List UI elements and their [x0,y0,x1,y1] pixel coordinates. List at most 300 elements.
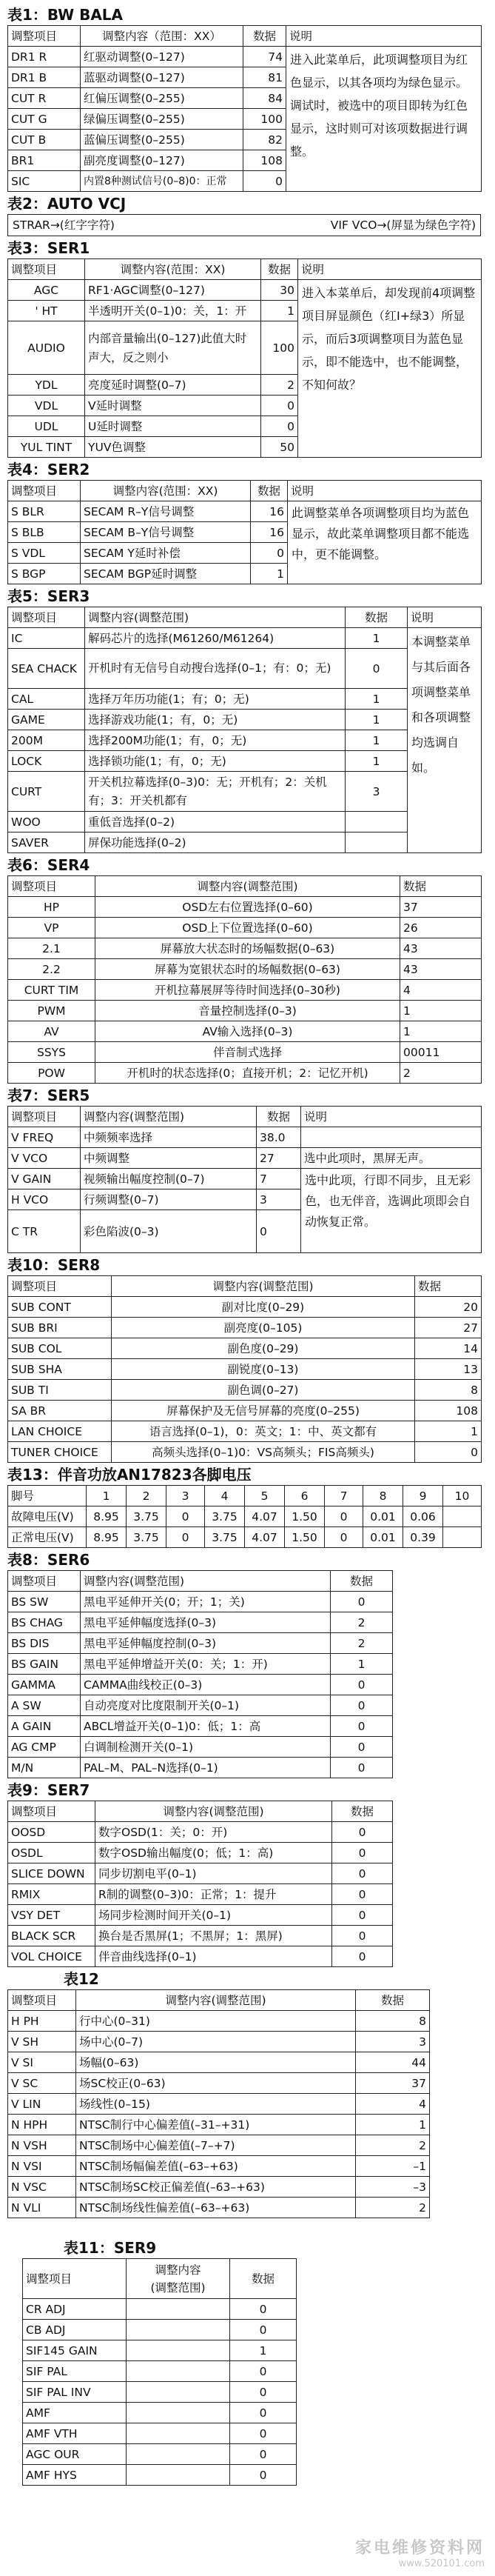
item-cell: SUB BRI [8,1318,112,1338]
voltage-cell: 8.95 [87,1506,127,1527]
value-cell: 16 [251,522,288,543]
value-cell: 0 [230,2465,297,2486]
value-cell: 0 [331,1737,393,1758]
value-cell: 0 [230,2382,297,2403]
value-cell: 1 [415,1421,482,1442]
table-row [8,1822,393,1843]
table-row [8,1127,482,1148]
table-row [8,1297,482,1318]
item-cell: V GAIN [8,1169,81,1189]
value-cell: 0 [332,1926,393,1946]
item-cell: SEA CHACK [8,649,85,689]
table9-header-row [8,1486,482,1506]
content-cell: 场幅(0–63) [76,2052,356,2073]
table-row [8,1042,482,1063]
table12-title: 表12 [64,1970,99,1988]
item-cell: 200M [8,730,85,751]
voltage-cell: 3.75 [127,1527,166,1548]
content-cell: 屏幕放大状态时的场幅数据(0–63) [95,938,400,959]
value-cell: 1 [346,710,408,730]
item-cell: H VCO [8,1189,81,1210]
table-row [8,938,482,959]
voltage-cell: 4.07 [245,1527,285,1548]
item-cell: V SI [8,2052,76,2073]
value-cell: 0 [261,396,298,416]
content-cell: 选择万年历功能(1；有；0；无) [85,689,346,710]
content-cell: 同步切割电平(0–1) [95,1863,332,1884]
item-cell: CURT [8,772,85,812]
value-cell: 0 [332,1863,393,1884]
value-cell: 3 [346,772,408,812]
table11-ser7 [7,1801,393,1967]
value-cell: 44 [356,2052,430,2073]
item-cell: SSYS [8,1042,95,1063]
content-cell: 副色度(0–29) [112,1338,415,1359]
item-cell: V SH [8,2032,76,2052]
content-cell: SECAM R–Y信号调整 [81,501,251,522]
table6-header-cell: 数据 [400,876,482,897]
table5-header-cell: 调整内容(调整范围) [85,607,346,628]
voltage-cell: 4.07 [245,1506,285,1527]
item-cell: SIF PAL INV [23,2382,127,2403]
content-cell: V延时调整 [85,396,261,416]
item-cell: A SW [8,1695,81,1716]
content-cell: ABCL增益开关(0–1)0：低；1：高 [81,1716,331,1737]
content-cell: 场同步检测时间开关(0–1) [95,1905,332,1926]
content-cell: NTSC制场线性偏差值(–63–+63) [76,2198,356,2218]
value-cell: 37 [400,897,482,918]
item-cell: N VLI [8,2198,76,2218]
table-row [8,1843,393,1863]
value-cell: 1 [230,2340,297,2361]
content-cell: 数字OSD输出幅度(0；低；1：高) [95,1843,332,1863]
value-cell: 43 [400,959,482,980]
item-cell: IC [8,628,85,649]
item-cell: BS GAIN [8,1654,81,1675]
table-row [8,1737,393,1758]
table5-header-cell: 数据 [346,607,408,628]
value-cell: 1 [346,730,408,751]
item-cell: BLACK SCR [8,1926,95,1946]
table-row [8,2052,430,2073]
value-cell: 0 [332,1884,393,1905]
table-row [23,2423,297,2444]
table8-header-cell: 数据 [415,1276,482,1297]
item-cell: POW [8,1063,95,1084]
table-row [8,1905,393,1926]
table-row [8,628,482,649]
table11-header-row [8,1801,393,1822]
table-row [8,1021,482,1042]
table-row [8,1506,482,1527]
vcj-right-text: VIF VCO→(屏显为绿色字符) [330,218,476,232]
content-cell: 黑电平延伸开关(0；开；1；关) [81,1592,331,1612]
value-cell: 3 [356,2032,430,2052]
content-cell: 亮度延时调整(0–7) [85,375,261,396]
content-cell: 语言选择(0–1)，0：英文；1：中、英文都有 [112,1421,415,1442]
table2-auto-vcj [7,214,481,236]
value-cell: 16 [251,501,288,522]
table9-header-cell: 2 [127,1486,166,1506]
content-cell: 音量控制选择(0–3) [95,1001,400,1021]
item-cell: V LIN [8,2094,76,2115]
value-cell: 0 [331,1716,393,1737]
voltage-cell: 3.75 [127,1506,166,1527]
value-cell: 2 [356,2135,430,2156]
value-cell: 0 [243,171,286,192]
content-cell: 重低音选择(0–2) [85,812,346,832]
value-cell: 00011 [400,1042,482,1063]
item-cell: OOSD [8,1822,95,1843]
value-cell: 1 [346,751,408,772]
table-row [8,1527,482,1548]
table-row [8,1946,393,1967]
voltage-cell: 8.95 [87,1527,127,1548]
table-row [8,1633,393,1654]
table-row [8,897,482,918]
content-cell: 副亮度调整(0–127) [81,150,243,171]
table1-header-cell: 说明 [286,26,482,47]
item-cell: GAMMA [8,1675,81,1695]
table-row [23,2382,297,2403]
table9-header-cell: 6 [285,1486,325,1506]
table-row [8,501,482,522]
value-cell: 108 [415,1401,482,1421]
content-cell: OSD左右位置选择(0–60) [95,897,400,918]
item-cell: N VSC [8,2177,76,2198]
voltage-cell: 0 [325,1527,363,1548]
item-cell: N VSI [8,2156,76,2177]
content-cell: 解码芯片的选择(M61260/M61264) [85,628,346,649]
item-cell: V SC [8,2073,76,2094]
table4-title: 表4：SER2 [7,461,90,478]
table10-ser6 [7,1570,393,1778]
item-cell: H PH [8,2011,76,2032]
value-cell: 0 [331,1758,393,1778]
item-cell: BS DIS [8,1633,81,1654]
table12-header-row [8,1990,430,2011]
table-row [8,1863,393,1884]
voltage-cell: 0.06 [403,1506,443,1527]
content-cell: AV输入选择(0–3) [95,1021,400,1042]
table5-note: 本调整菜单与其后面各项调整菜单和各项调整均选调自如。 [408,628,482,853]
value-cell: 1 [331,1654,393,1675]
table5-header-cell: 说明 [408,607,482,628]
table9-header-cell: 9 [403,1486,443,1506]
content-cell: CAMMA曲线校正(0–3) [81,1675,331,1695]
item-cell: AGC OUR [23,2444,127,2465]
content-cell: R制的调整(0–3)0：正常；1：提升 [95,1884,332,1905]
value-cell: 0 [230,2320,297,2340]
table-row [8,1442,482,1463]
table-row [8,1716,393,1737]
table10-title: 表8：SER6 [7,1551,90,1569]
content-cell: 绿偏压调整(0–255) [81,109,243,130]
content-cell: 场中心(0–7) [76,2032,356,2052]
item-cell: RMIX [8,1884,95,1905]
table10-header-cell: 调整项目 [8,1571,81,1592]
voltage-cell [443,1506,482,1527]
item-cell: CB ADJ [23,2320,127,2340]
table7-header-row [8,1107,482,1127]
content-cell: PAL–M、PAL–N选择(0–1) [81,1758,331,1778]
table-row [23,2299,297,2320]
item-cell: A GAIN [8,1716,81,1737]
content-cell [127,2320,230,2340]
value-cell: 0 [257,1210,301,1253]
value-cell: 2 [331,1633,393,1654]
table3-header-cell: 说明 [298,259,482,280]
value-cell: –1 [356,2156,430,2177]
table-row [8,1695,393,1716]
table1-header-cell: 调整项目 [8,26,81,47]
value-cell: 0 [346,649,408,689]
item-cell: LAN CHOICE [8,1421,112,1442]
voltage-cell: 1.50 [285,1527,325,1548]
table6-header-row [8,876,482,897]
content-cell: 视频输出幅度控制(0–7) [81,1169,257,1189]
value-cell: 27 [257,1148,301,1169]
table9-header-cell: 脚号 [8,1486,87,1506]
value-cell: 1 [261,301,298,321]
value-cell: 108 [243,150,286,171]
table10-header-cell: 数据 [331,1571,393,1592]
content-cell: 开机时有无信号自动搜台选择(0–1；有：0；无) [85,649,346,689]
content-cell: NTSC制场中心偏差值(–7–+7) [76,2135,356,2156]
table7-note-2: 选中此项，行即不同步，且无彩色，也无伴音，选调此项即会自动恢复正常。 [301,1169,482,1253]
content-cell [127,2299,230,2320]
table-row [8,2032,430,2052]
item-cell: SIC [8,171,81,192]
value-cell: 4 [356,2094,430,2115]
table1-header-row [8,26,482,47]
value-cell: 4 [400,980,482,1001]
table9-header-cell: 1 [87,1486,127,1506]
item-cell: DR1 B [8,67,81,88]
site-watermark [355,2539,485,2570]
value-cell: 2 [331,1612,393,1633]
item-cell: S BLR [8,501,81,522]
table-row [8,918,482,938]
table7-header-cell: 数据 [257,1107,301,1127]
value-cell: 81 [243,67,286,88]
content-cell: 开关机拉幕选择(0–3)0：无；开机有；2：关机有；3：开关机都有 [85,772,346,812]
value-cell: 0 [331,1675,393,1695]
item-cell: TUNER CHOICE [8,1442,112,1463]
item-cell: M/N [8,1758,81,1778]
table1-header-cell: 调整内容（范围：XX） [81,26,243,47]
value-cell: 0 [230,2403,297,2423]
table-row [8,959,482,980]
item-cell: CUT G [8,109,81,130]
table3-note: 进入本菜单后，却发现前4项调整项目屏显颜色（红I+绿3）所显示，而后3项调整项目为蓝色显示，即不能选中，也不能调整，不知何故？ [298,280,482,458]
voltage-cell: 3.75 [205,1527,245,1548]
table8-ser8 [7,1275,482,1463]
item-cell: YUL TINT [8,437,85,458]
table-row [23,2340,297,2361]
table13-ser9 [22,2258,297,2486]
content-cell: SECAM BGP延时调整 [81,564,251,584]
value-cell: 0 [415,1442,482,1463]
item-cell: BS SW [8,1592,81,1612]
item-cell: AUDIO [8,321,85,375]
content-cell: 副亮度(0–105) [112,1318,415,1338]
table1-title: 表1：BW BALA [7,6,124,24]
content-cell: 行频调整(0–7) [81,1189,257,1210]
voltage-cell: 0 [166,1506,205,1527]
value-cell: 43 [400,938,482,959]
table9-header-cell: 10 [443,1486,482,1506]
content-cell: 副色调(0–27) [112,1380,415,1401]
table-row [8,1421,482,1442]
table3-header-row [8,259,482,280]
table10-header-cell: 调整内容(调整范围) [81,1571,331,1592]
item-cell: CURT TIM [8,980,95,1001]
value-cell: 27 [415,1318,482,1338]
table-row [8,2156,430,2177]
value-cell: 38.0 [257,1127,301,1148]
item-cell: PWM [8,1001,95,1021]
content-cell: NTSC制场SC校正偏差值(–63–+63) [76,2177,356,2198]
table10-header-row [8,1571,393,1592]
table13-title: 表11：SER9 [64,2239,157,2257]
table1-header-cell: 数据 [243,26,286,47]
table11-header-cell: 调整内容(调整范围) [95,1801,332,1822]
table12-header-cell: 数据 [356,1990,430,2011]
item-cell: HP [8,897,95,918]
content-cell: 黑电平延伸幅度选择(0–3) [81,1612,331,1633]
table6-header-cell: 调整项目 [8,876,95,897]
table-row [8,1063,482,1084]
table12-header-cell: 调整内容(调整范围) [76,1990,356,2011]
table6-ser4 [7,875,482,1084]
content-cell: 屏幕保护及无信号屏幕的亮度(0–255) [112,1401,415,1421]
table4-header-cell: 调整内容(范围：XX) [81,481,251,501]
table8-title: 表10：SER8 [7,1256,101,1274]
table7-header-cell: 说明 [301,1107,482,1127]
table1-note: 进入此菜单后，此项调整项目为红色显示，以其各项均为绿色显示。调试时，被选中的项目即转为红色显示，这时则可对该项数据进行调整。 [286,47,482,192]
table5-header-cell: 调整项目 [8,607,85,628]
table7-header-cell: 调整项目 [8,1107,81,1127]
item-cell: VOL CHOICE [8,1946,95,1967]
content-cell: 红偏压调整(0–255) [81,88,243,109]
table3-header-cell: 数据 [261,259,298,280]
vcj-left-text: STRAR→(红字字符) [13,218,115,232]
item-cell: WOO [8,812,85,832]
content-cell: 副对比度(0–29) [112,1297,415,1318]
table4-header-cell: 调整项目 [8,481,81,501]
table-row [8,1318,482,1338]
table6-title: 表6：SER4 [7,856,90,874]
content-cell: 高频头选择(0–1)0：VS高频头；FIS高频头) [112,1442,415,1463]
content-cell: 开机时的状态选择(0；直接开机；2：记忆开机) [95,1063,400,1084]
content-cell [127,2444,230,2465]
content-cell: 场线性(0–15) [76,2094,356,2115]
item-cell: SUB COL [8,1338,112,1359]
table-row [8,1148,482,1169]
content-cell: RF1·AGC调整(0–127) [85,280,261,301]
table2-title: 表2：AUTO VCJ [7,195,127,213]
content-cell: 半透明开关(0–1)0：关，1：开 [85,301,261,321]
value-cell: 2 [261,375,298,396]
item-cell: CUT B [8,130,81,150]
table-row [8,2011,430,2032]
table3-ser1 [7,258,482,458]
content-cell: 黑电平延伸幅度控制(0–3) [81,1633,331,1654]
watermark-title: 家电维修资料网 [354,2539,485,2558]
value-cell [346,832,408,853]
table9-an17823-voltages [7,1485,482,1548]
value-cell: –3 [356,2177,430,2198]
item-cell: VSY DET [8,1905,95,1926]
value-cell: 2 [356,2198,430,2218]
item-cell: 2.2 [8,959,95,980]
table7-title: 表7：SER5 [7,1087,90,1104]
table11-title: 表9：SER7 [7,1781,90,1799]
item-cell: S BGP [8,564,81,584]
table-row [8,1001,482,1021]
value-cell: 84 [243,88,286,109]
table-row [23,2465,297,2486]
table8-header-cell: 调整内容(调整范围) [112,1276,415,1297]
table8-header-row [8,1276,482,1297]
item-cell: AV [8,1021,95,1042]
table-row [23,2403,297,2423]
item-cell: AMF HYS [23,2465,127,2486]
item-cell: N VSH [8,2135,76,2156]
voltage-cell: 0 [325,1506,363,1527]
content-cell: 选择200M功能(1；有，0；无) [85,730,346,751]
table9-header-cell: 4 [205,1486,245,1506]
value-cell: 1 [251,564,288,584]
voltage-cell: 0.01 [363,1506,403,1527]
value-cell: 2 [400,1063,482,1084]
item-cell: 2.1 [8,938,95,959]
value-cell: 0 [251,543,288,564]
table5-header-row [8,607,482,628]
table6-header-cell: 调整内容(调整范围) [95,876,400,897]
content-cell: 伴音制式选择 [95,1042,400,1063]
table11-header-cell: 调整项目 [8,1801,95,1822]
content-cell: SECAM B–Y信号调整 [81,522,251,543]
content-cell: 红驱动调整(0–127) [81,47,243,67]
table-row [8,2135,430,2156]
value-cell: 3 [257,1189,301,1210]
value-cell: 7 [257,1169,301,1189]
value-cell: 0 [331,1695,393,1716]
item-cell: SUB TI [8,1380,112,1401]
item-cell: BR1 [8,150,81,171]
content-cell: NTSC制行中心偏差值(–31–+31) [76,2115,356,2135]
content-cell: 内部音量输出(0–127)此值大时声大，反之则小 [85,321,261,375]
item-cell: UDL [8,416,85,437]
content-cell: U延时调整 [85,416,261,437]
value-cell: 8 [356,2011,430,2032]
value-cell: 1 [400,1001,482,1021]
table-row [8,2198,430,2218]
content-cell: 自动亮度对比度限制开关(0–1) [81,1695,331,1716]
content-cell: 数字OSD(1：关；0：开) [95,1822,332,1843]
table9-header-cell: 3 [166,1486,205,1506]
value-cell: 100 [243,109,286,130]
value-cell: 26 [400,918,482,938]
item-cell: SIF145 GAIN [23,2340,127,2361]
content-cell: 白调制检测开关(0–1) [81,1737,331,1758]
item-cell: S BLB [8,522,81,543]
table13-header-cell: 调整内容 (调整范围) [127,2259,230,2299]
table-row [8,1758,393,1778]
content-cell: 伴音曲线选择(0–1) [95,1946,332,1967]
